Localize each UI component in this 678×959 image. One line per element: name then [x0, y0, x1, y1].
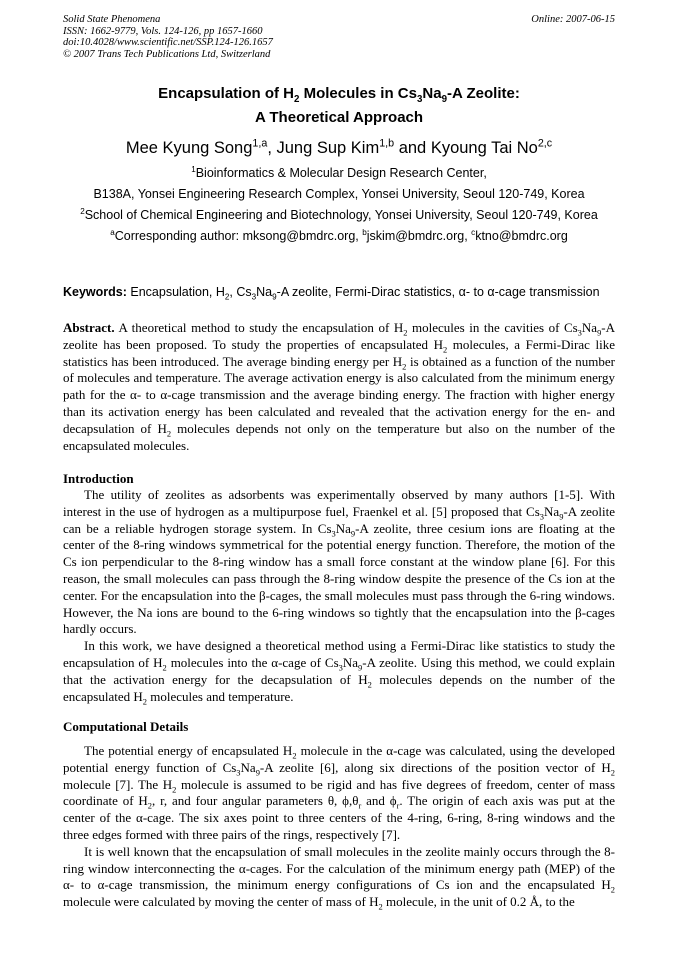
- computational-paragraph-2: It is well known that the encapsulation of small molecules in the zeolite mainly occurs through the 8-ring window interconnecting the α-cages. For the calculation of the minimum energy path (MEP) of the α- to α-cage transmission, the minimum energy configurations of Cs ion and the encapsulated $H_2$ molecule were calculated by moving the center of mass of $H_2$ molecule, in the unit of 0.2 Å, to the: [63, 843, 615, 912]
- introduction-heading: Introduction: [63, 471, 134, 486]
- journal-name: Solid State Phenomena: [63, 14, 161, 25]
- paper-title: [0, 82, 678, 130]
- title-line-2: A Theoretical Approach: [254, 109, 424, 126]
- abstract: Abstract. A theoretical method to study the encapsulation of $H_2$ molecules in the cavities of $Cs_3Na_9-A$ zeolite has been proposed. To study the properties of encapsulated $H_2$ molecules, a Fermi-Dirac like statistics has been introduced. The average binding energy per $H_2$ is obtained as a function of the number of molecules and temperature. The average activation energy is also calculated from the minimum energy path for the α- to α-cage transmission and the average binding energy. The fraction with higher energy than its activation energy has been calculated and revealed that the activation energy for the en- and decapsulation of $H_2$ molecules depends not only on the temperature but also on the number of the encapsulated molecules.: [63, 320, 616, 453]
- affiliation-2: $^2$School of Chemical Engineering and Biotechnology, Yonsei University, Seoul 120-749, Korea: [80, 206, 598, 222]
- computational-paragraph-1: The potential energy of encapsulated $H_2$ molecule in the α-cage was calculated, using the developed potential energy function of $Cs_3Na_9-A$ zeolite [6], along six directions of the position vector of $H_2$ molecule [7]. The $H_2$ molecule is assumed to be rigid and has five degrees of freedom, center of mass coordinate of $H_2$, r, and four angular parameters θ, $\phi,\theta_r$ and $\phi_r$. The origin of each axis was put at the center of the α-cage. The six axes point to three centers of the 4-ring, 6-ring, 8-ring windows and the three edges formed with three pairs of the rings, respectively [7].: [63, 743, 616, 842]
- introduction-paragraph-1: The utility of zeolites as adsorbents was experimentally observed by many authors [1-5]. With interest in the use of hydrogen as a multipurpose fuel, Fraenkel et al. [5] proposed that $Cs_3Na_9-A$ zeolite can be a reliable hydrogen storage system. In $Cs_3Na_9-A$ zeolite, three cesium ions are floating at the center of the 8-ring windows symmetrical for the potential energy function. Therefore, the motion of the Cs ion perpendicular to the 8-ring window has a small force constant at the window plane [6]. For this reason, the small molecules can pass through the 8-ring window despite the presence of the Cs ion at the center. For the encapsulation into the β-cages, the small molecules must pass through the 6-ring windows. However, the Na ions are bound to the 6-ring windows so tightly that the encapsulation into the β-cages hardly occurs.: [63, 487, 615, 637]
- keywords-line: Keywords: Encapsulation, $H_2$, $Cs_3Na_9-A$ zeolite, Fermi-Dirac statistics, α- to α-cage transmission: [63, 285, 600, 302]
- affiliation-1-line-1: $^1$Bioinformatics & Molecular Design Research Center,: [191, 164, 487, 180]
- computational-heading: Computational Details: [63, 719, 189, 734]
- author-list: Mee Kyung Song$^{1,a}$, Jung Sup Kim$^{1,b}$ and Kyoung Tai No$^{2,c}$: [125, 137, 553, 157]
- journal-header: [63, 14, 615, 60]
- introduction-body: [63, 487, 615, 705]
- corresponding-author: $^a$Corresponding author: mksong@bmdrc.org, $^b$jskim@bmdrc.org, $^c$ktno@bmdrc.org: [110, 227, 568, 243]
- copyright-line: © 2007 Trans Tech Publications Ltd, Switzerland: [63, 48, 271, 60]
- online-date: Online: 2007-06-15: [531, 14, 615, 25]
- computational-body: [63, 743, 615, 911]
- title-line-1: Encapsulation of $H_2$ Molecules in $Cs_3Na_9-A$ Zeolite:: [158, 85, 520, 105]
- affiliation-1-line-2: B138A, Yonsei Engineering Research Complex, Yonsei University, Seoul 120-749, Korea: [93, 187, 585, 201]
- doi-line: doi:10.4028/www.scientific.net/SSP.124-126.1657: [63, 37, 273, 48]
- introduction-paragraph-2: In this work, we have designed a theoretical method using a Fermi-Dirac like statistics to study the encapsulation of $H_2$ molecules into the α-cage of $Cs_3Na_9-A$ zeolite. Using this method, we could explain that the activation energy for the decapsulation of $H_2$ molecules depends on the number of the encapsulated $H_2$ molecules and temperature.: [63, 638, 616, 707]
- issn-line: ISSN: 1662-9779, Vols. 124-126, pp 1657-1660: [63, 25, 263, 37]
